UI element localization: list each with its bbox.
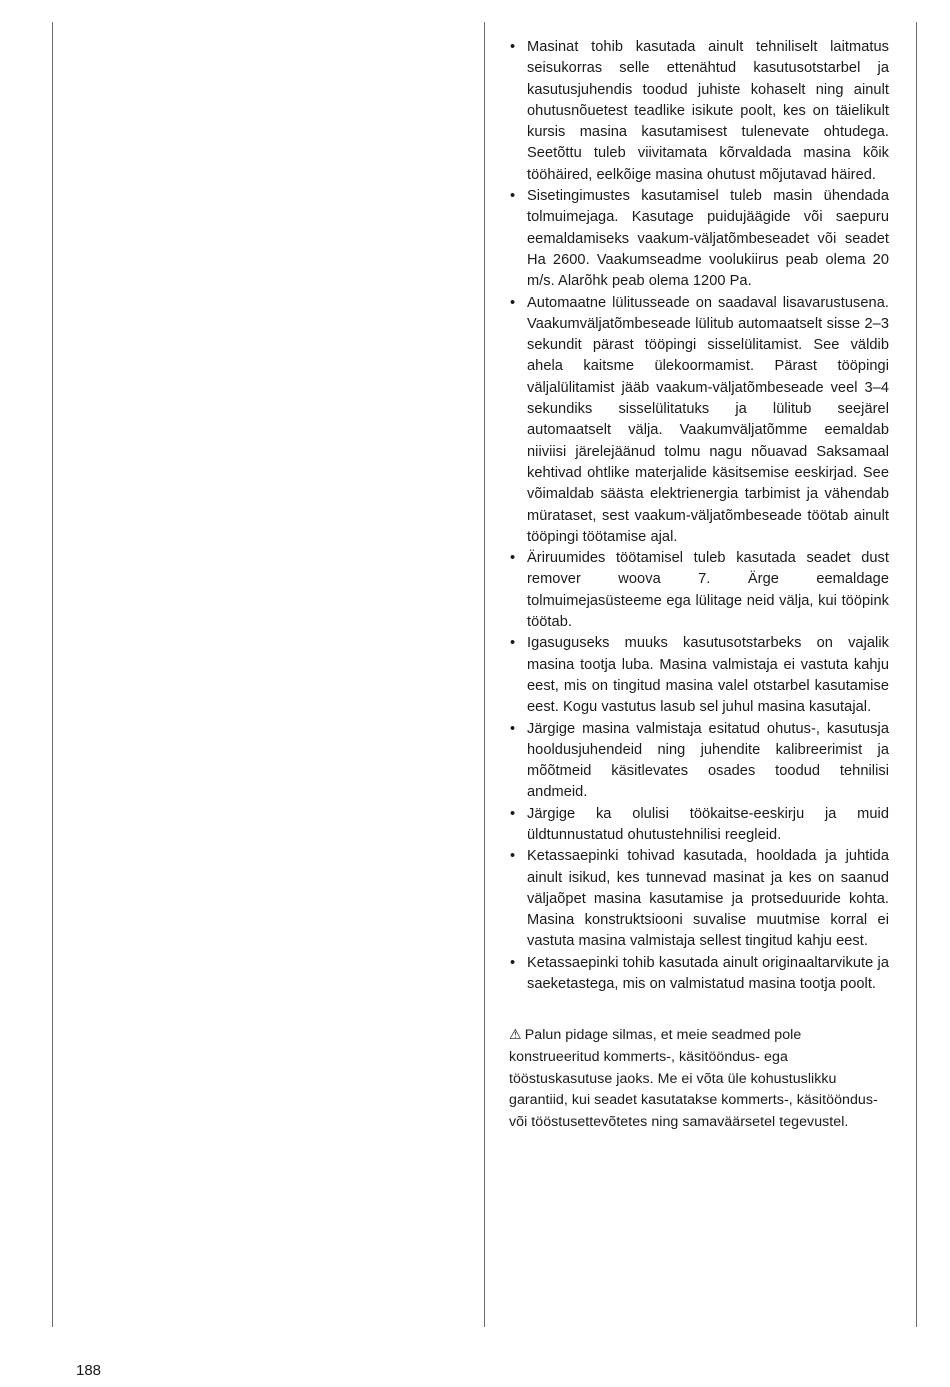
bullet-item <box>509 293 889 549</box>
right-text-column <box>509 37 889 1148</box>
bullet-text: Sisetingimustes kasutamisel tuleb masin ühendada tolmuimejaga. Kasutage puidujäägide või saepuru eemaldamiseks vaakum-väljatõmbeseadet või seadet Ha 2600. Vaakumseadme voolukiirus peab olema 20 m/s. Alarõhk peab olema 1200 Pa. <box>527 188 889 290</box>
bullet-text: Ketassaepinki tohivad kasutada, hooldada ja juhtida ainult isikud, kes tunnevad masinat ja kes on saanud väljaõpet masina kasutamise ja protseduuride kohta. Masina konstruktsiooni suvalise muutmise korral ei vastuta masina valmistaja sellest tingitud kahju eest. <box>527 848 889 950</box>
bullet-dot-icon: • <box>510 188 516 205</box>
bullet-dot-icon: • <box>510 720 516 737</box>
bullet-item <box>509 37 889 186</box>
page-number: 188 <box>76 1362 102 1379</box>
bullet-item <box>509 633 889 718</box>
bullet-text: Igasuguseks muuks kasutusotstarbeks on vajalik masina tootja luba. Masina valmistaja ei vastuta kahju eest, mis on tingitud masina valel otstarbel kasutamise eest. Kogu vastutus lasub sel juhul masina kasutajal. <box>527 635 889 716</box>
bullet-dot-icon: • <box>510 954 516 971</box>
bullet-dot-icon: • <box>510 39 516 55</box>
bullet-dot-icon: • <box>510 848 516 865</box>
bullet-text: Masinat tohib kasutada ainult tehniliselt laitmatus seisukorras selle ettenähtud kasutusotstarbel ja kasutusjuhendis toodud juhiste kohaselt ning ainult ohutusnõuetest teadlike isikute poolt, kes on täielikult kursis masina kasutamisest tulenevate ohtudega. Seetõttu tuleb viivitamata kõrvaldada masina kõik tööhäired, eelkõige masina ohutust mõjutavad häired. <box>527 39 889 183</box>
warning-note <box>509 1025 889 1133</box>
bullet-text: Ketassaepinki tohib kasutada ainult originaaltarvikute ja saeketastega, mis on valmistatud masina tootja poolt. <box>527 954 889 993</box>
bullet-text: Automaatne lülitusseade on saadaval lisavarustusena. Vaakumväljatõmbeseade lülitub automaatselt sisse 2–3 sekundit pärast tööpingi sisselülitamist. See väldib ahela kaitsme ülekoormamist. Pärast tööpingi väljalülitamist jääb vaakum-väljatõmbeseade veel 3–4 sekundiks sisselülitatuks ja lülitub seejärel automaatselt välja. Vaakumväljatõmme eemaldab niiviisi järelejäänud tolmu nagu nõuavad Saksamaal kehtivad ohtlike materjalide käsitsemise eeskirjad. See võimaldab säästa elektrienergia tarbimist ja vähendab mürataset, sest vaakum-väljatõmbeseade töötab ainult tööpingi töötamise ajal. <box>527 294 889 545</box>
bullet-dot-icon: • <box>510 635 516 652</box>
bullet-dot-icon: • <box>510 805 516 822</box>
bullet-item <box>509 186 889 292</box>
bullet-item <box>509 804 889 847</box>
safety-bullet-list <box>509 37 889 995</box>
left-column-rule <box>52 22 53 1327</box>
right-column-rule <box>916 22 917 1327</box>
bullet-dot-icon: • <box>510 550 516 567</box>
bullet-item <box>509 548 889 633</box>
bullet-item <box>509 719 889 804</box>
bullet-item <box>509 846 889 952</box>
bullet-item <box>509 953 889 996</box>
bullet-text: Järgige ka olulisi töökaitse-eeskirju ja muid üldtunnustatud ohutustehnilisi reegleid. <box>527 805 889 843</box>
warning-note-text: Palun pidage silmas, et meie seadmed pole konstrueeritud kommerts-, käsitööndus- ega tööstuskasutuse jaoks. Me ei võta üle kohustuslikku garantiid, kui seadet kasutatakse kommerts-, käsitööndus- või tööstusettevõtetes ning samaväärsetel tegevustel. <box>509 1027 878 1130</box>
warning-triangle-icon: ⚠ <box>509 1027 522 1044</box>
bullet-dot-icon: • <box>510 294 516 311</box>
bullet-text: Äriruumides töötamisel tuleb kasutada seadet dust remover woova 7. Ärge eemaldage tolmuimejasüsteeme ega lülitage neid välja, kui tööpink töötab. <box>527 550 889 631</box>
bullet-text: Järgige masina valmistaja esitatud ohutus-, kasutusja hooldusjuhendeid ning juhendite kalibreerimist ja mõõtmeid käsitlevates osades toodud tehnilisi andmeid. <box>527 720 889 801</box>
center-column-rule <box>484 22 485 1327</box>
